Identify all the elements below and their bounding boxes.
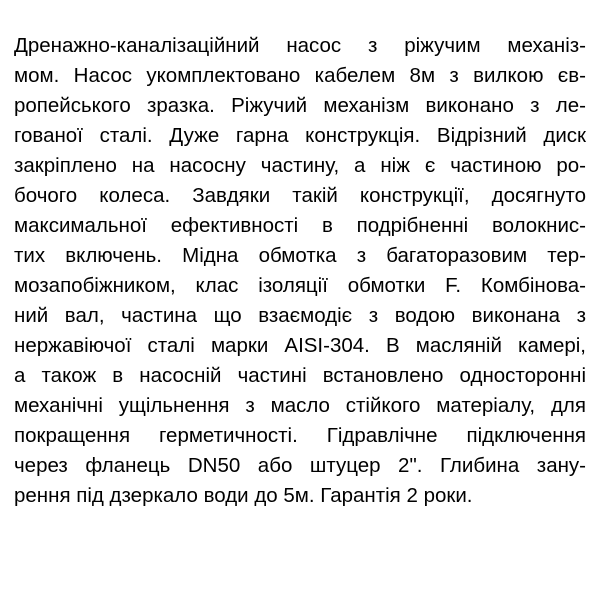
text-line: максимальної ефективності в подрібненні волокнис-	[14, 214, 586, 237]
text-line: механічні ущільнення з масло стійкого матеріалу, для	[14, 394, 586, 417]
text-line: а також в насосній частині встановлено односторонні	[14, 364, 586, 387]
text-line: покращення герметичності. Гідравлічне підключення	[14, 424, 586, 447]
text-line: ропейського зразка. Ріжучий механізм виконано з ле-	[14, 94, 586, 117]
text-line: рення під дзеркало води до 5м. Гарантія 2 роки.	[14, 484, 473, 507]
text-line: мом. Насос укомплектовано кабелем 8м з вилкою єв-	[14, 64, 586, 87]
text-line: тих включень. Мідна обмотка з багаторазовим тер-	[14, 244, 586, 267]
text-line: мозапобіжником, клас ізоляції обмотки F. Комбінова-	[14, 274, 586, 297]
text-line: гованої сталі. Дуже гарна конструкція. Відрізний диск	[14, 124, 586, 147]
text-line: бочого колеса. Завдяки такій конструкції, досягнуто	[14, 184, 586, 207]
text-line: Дренажно-каналізаційний насос з ріжучим механіз-	[14, 34, 586, 57]
text-line: ний вал, частина що взаємодіє з водою виконана з	[14, 304, 586, 327]
product-description	[14, 31, 586, 511]
text-line: нержавіючої сталі марки AISI-304. В масляній камері,	[14, 334, 586, 357]
text-line: закріплено на насосну частину, а ніж є частиною ро-	[14, 154, 586, 177]
text-line: через фланець DN50 або штуцер 2". Глибина зану-	[14, 454, 586, 477]
